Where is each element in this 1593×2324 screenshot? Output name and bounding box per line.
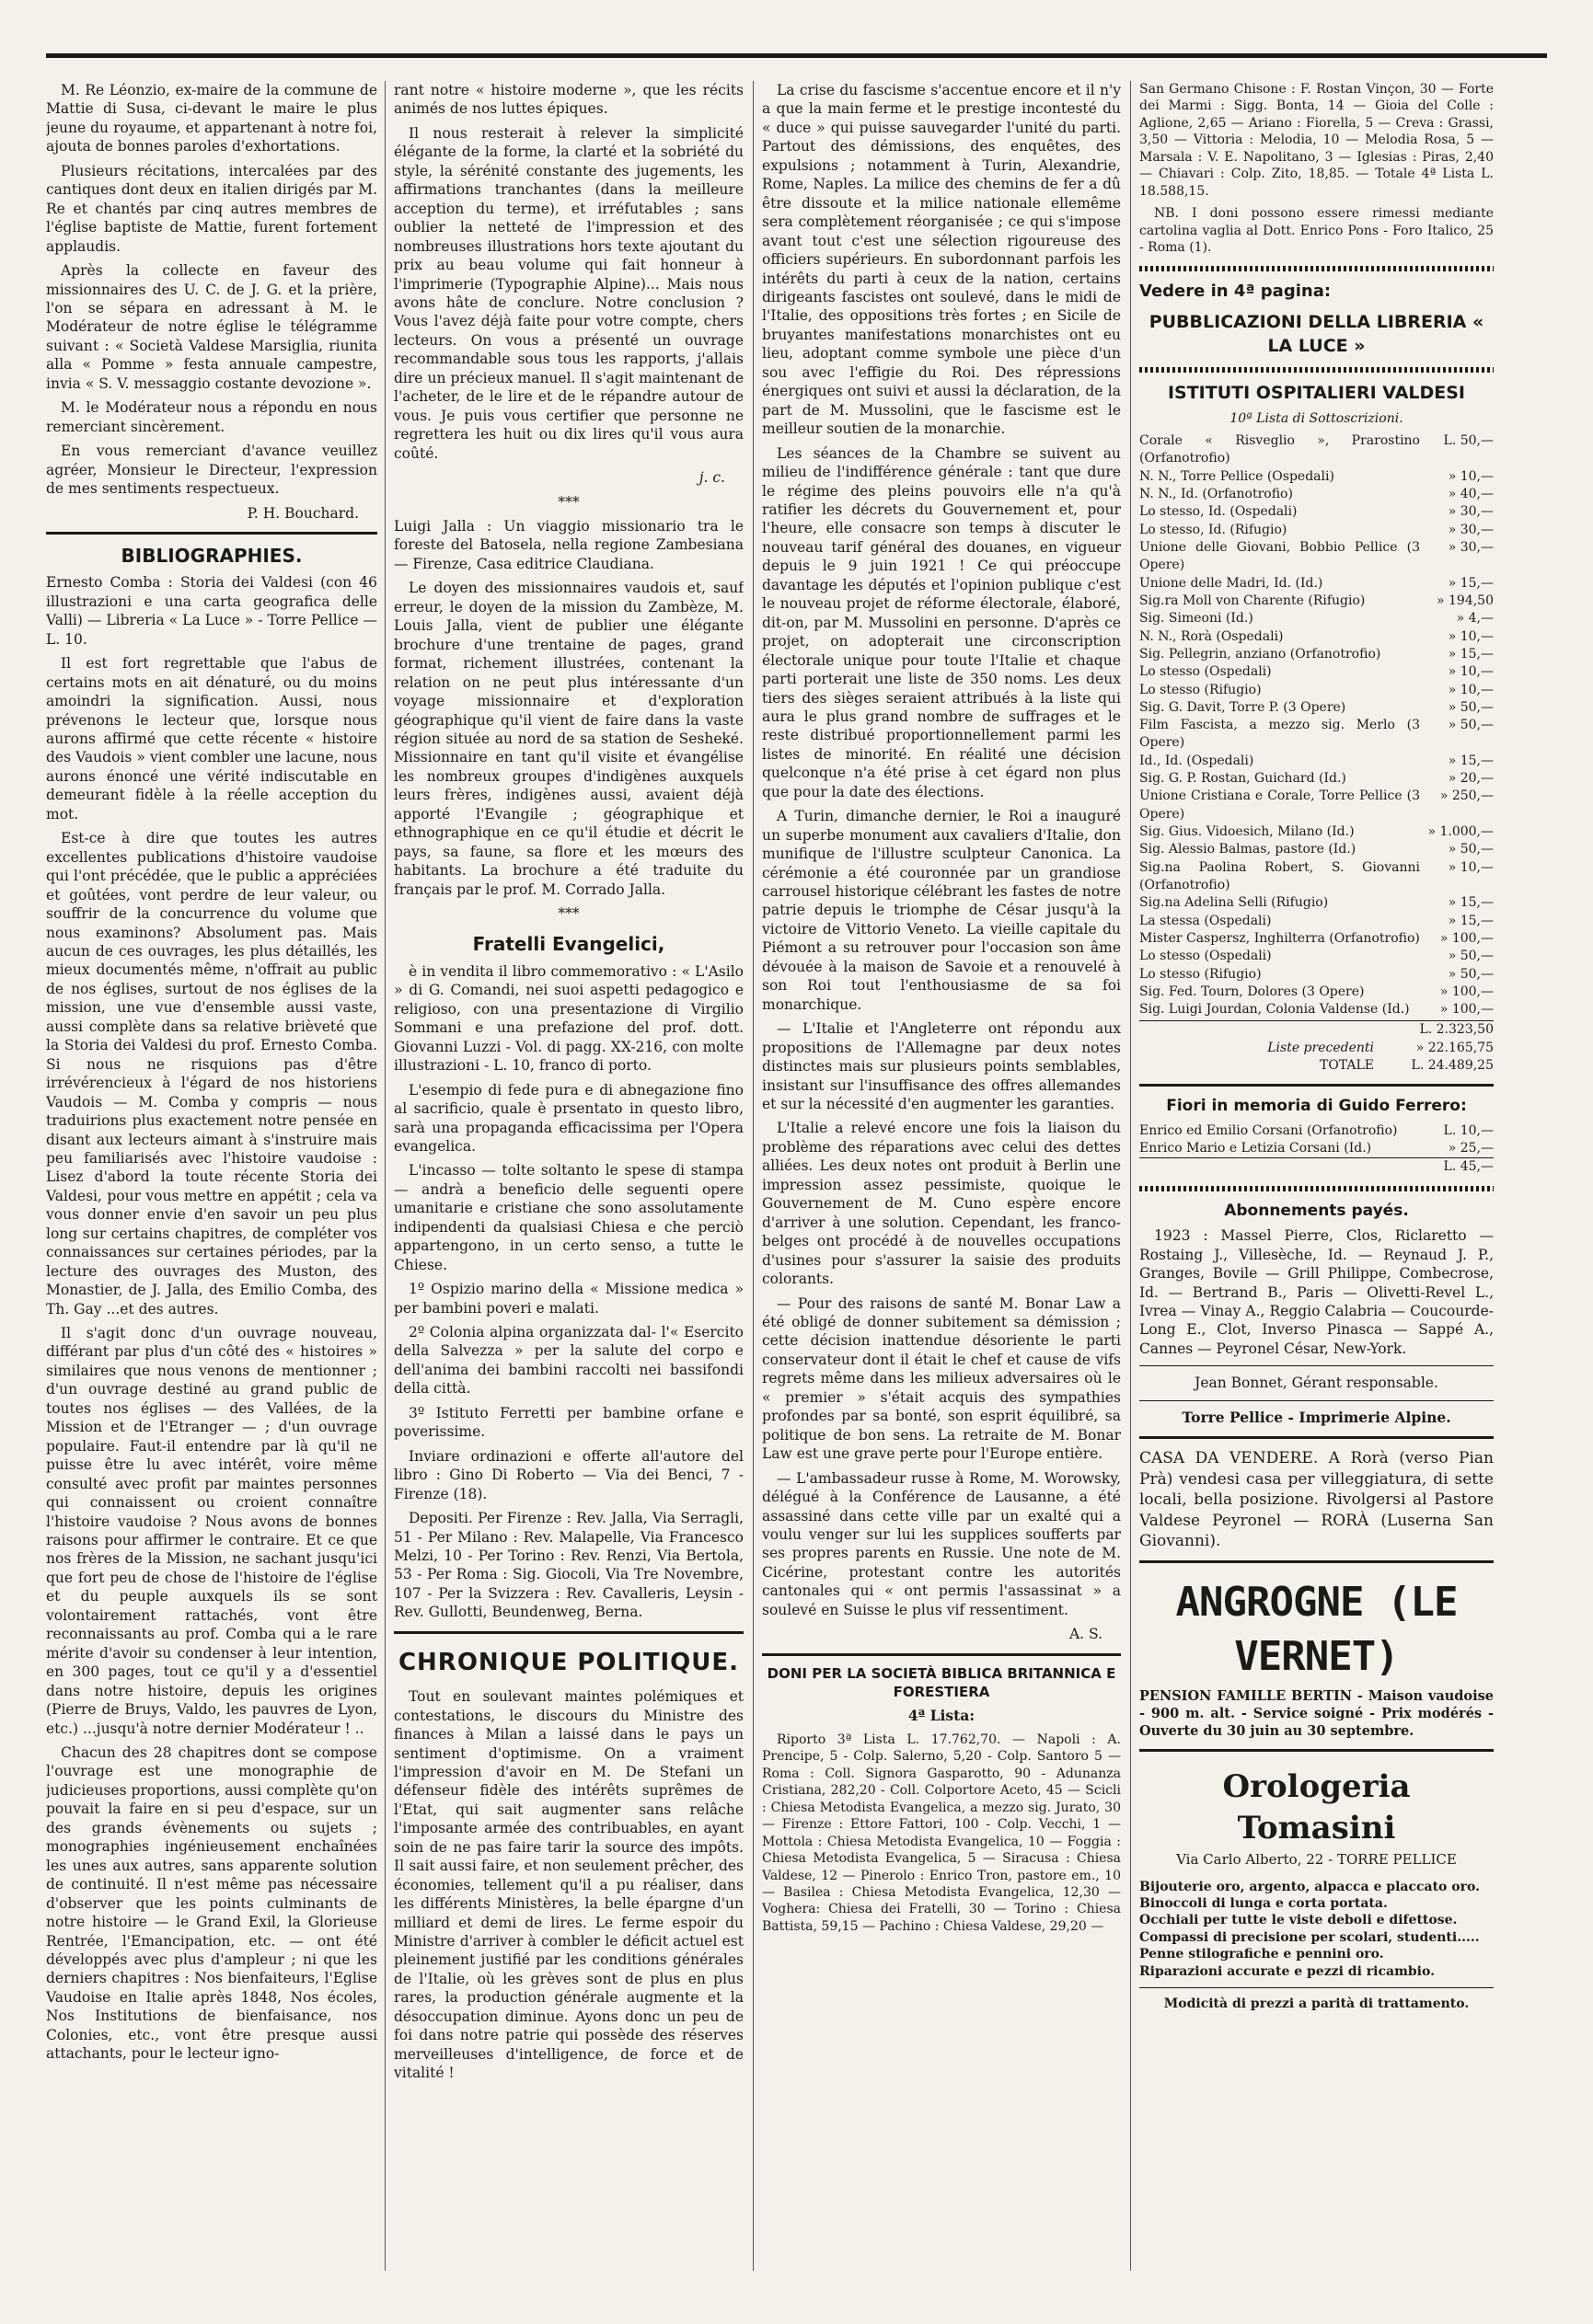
istituti-row (1139, 788, 1494, 823)
istituti-row-label: Film Fascista, a mezzo sig. Merlo (3 Opere) (1139, 718, 1420, 751)
istituti-row-label: Sig. Simeoni (Id.) (1139, 611, 1253, 627)
istituti-row-label: Lo stesso (Rifugio) (1139, 966, 1262, 982)
istituti-row-label: Sig. G. Davit, Torre P. (3 Opere) (1139, 699, 1346, 715)
vedere-heading: Vedere in 4ª pagina: (1139, 281, 1332, 301)
paragraph: — Pour des raisons de santé M. Bonar Law a été obligé de donner subitement sa démission ; cette décision inattendue désoriente le parti conservateur dont il était le chef et cause de vifs regrets même dans les milieux adversaires où le « premier » s'était acquis des sympathies profondes par sa bonté, son esprit équilibré, sa politique de bon sens. La retraite de M. Bonar Law est une grave perte pour l'Europe entière. (762, 1294, 1121, 1463)
istituti-row-amount: » 15,— (1448, 646, 1494, 662)
paragraph: 2º Colonia alpina organizzata dal- l'« Esercito della Salvezza » per la salute del corpo e dell'anima dei bambini raccolti nei bassifondi della città. (394, 1324, 744, 1398)
istituti-row-amount: » 100,— (1439, 1002, 1494, 1018)
istituti-row-amount: » 15,— (1448, 913, 1494, 928)
istituti-row-label: Unione Cristiana e Corale, Torre Pellice (3 Opere) (1139, 788, 1420, 822)
istituti-row-amount: » 50,— (1448, 966, 1494, 982)
fiori-row-label: Enrico Mario e Letizia Corsani (Id.) (1139, 1141, 1372, 1156)
istituti-row-label: Id., Id. (Ospedali) (1139, 753, 1254, 768)
istituti-row (1139, 628, 1494, 646)
istituti-row-label: Unione delle Madri, Id. (Id.) (1139, 575, 1323, 591)
paragraph: rant notre « histoire moderne », que les récits animés de nos luttes épiques. (394, 82, 744, 118)
istituti-row-amount: » 4,— (1456, 611, 1494, 627)
fiori-heading: Fiori in memoria di Guido Ferrero: (1166, 1097, 1467, 1116)
separator-stars: *** (558, 905, 580, 923)
istituti-row (1139, 486, 1494, 503)
separator-stars: *** (558, 493, 580, 511)
istituti-row-amount: » 50,— (1448, 842, 1494, 857)
istituti-row-label: Sig.na Paolina Robert, S. Giovanni (Orfanotrofio) (1139, 859, 1420, 892)
istituti-row (1139, 663, 1494, 681)
signature: P. H. Bouchard. (247, 504, 359, 522)
fiori-row-label: Enrico ed Emilio Corsani (Orfanotrofio) (1139, 1122, 1398, 1138)
orologeria-line: Binoccoli di lunga e corta portata. (1139, 1896, 1388, 1912)
bibliographies-heading: BIBLIOGRAPHIES. (121, 544, 303, 567)
istituti-subheading: 10ª Lista di Sottoscrizioni. (1229, 410, 1403, 426)
orologeria-footer: Modicità di prezzi a parità di trattamento. (1163, 1996, 1470, 2012)
istituti-row-amount: » 30,— (1448, 504, 1494, 520)
section-rule (1139, 1436, 1494, 1439)
istituti-row-amount: » 15,— (1448, 753, 1494, 768)
paragraph: L'incasso — tolte soltanto le spese di stampa — andrà a beneficio delle seguenti opere umanitarie e cristiane che sono assolutamente indipendenti da qualsiasi Chiesa e che perciò appartengono, in un certo senso, a tutte le Chiese. (394, 1162, 744, 1273)
doni-list-continued: San Germano Chisone : F. Rostan Vinçon, 30 — Forte dei Marmi : Sigg. Bonta, 14 — Gioia del Colle : Aglione, 2,65 — Ariano : Fiorella, 5 — Creva : Grassi, 3,50 — Vittoria : Melodia, 10 — Melodia Rosa, 5 — Marsala : V. E. Napolitano, 3 — Iglesias : Piras, 2,40 — Chiavari : Colp. Zito, 18,85. — Totale 4ª Lista L. 18.588,15. (1139, 82, 1494, 199)
imprimerie: Torre Pellice - Imprimerie Alpine. (1182, 1408, 1451, 1426)
section-rule (1139, 1560, 1494, 1563)
column-4 (1139, 81, 1494, 2289)
fiori-list (1139, 1122, 1494, 1158)
divider (1139, 1400, 1494, 1401)
paragraph: Il nous resterait à relever la simplicité élégante de la forme, la clarté et la sobriété du style, la sérénité constante des jugements, les affirmations tranchantes (dans la meilleure acception du terme), et irréfutables ; sans oublier la netteté de l'impression et des nombreuses illustrations hors texte ajoutant du prix au beau volume qui fait honneur à l'imprimerie (Typographie Alpine)... Mais nous avons hâte de conclure. Notre conclusion ? Vous l'avez déjà faite pour votre compte, chers lecteurs. On vous a présenté un ouvrage recommandable sous tous les rapports, j'allais dire un précieux manuel. Il s'agit maintenant de l'acheter, de le lire et de le répandre autour de vous. Je puis vous certifier que personne ne regrettera les huit ou dix lires qu'il vous aura coûté. (394, 124, 744, 462)
angrogne-ad-text: PENSION FAMILLE BERTIN - Maison vaudoise - 900 m. alt. - Service soigné - Prix modérés - Ouverte du 30 juin au 30 septembre. (1139, 1687, 1494, 1739)
istituti-row (1139, 966, 1494, 984)
istituti-row (1139, 984, 1494, 1001)
istituti-row-amount: » 10,— (1448, 682, 1494, 697)
paragraph: — L'Italie et l'Angleterre ont répondu aux propositions de l'Allemagne par deux notes distinctes mais sur plusieurs points semblables, insistant sur l'insuffisance des offres allemandes et sur la nécessité d'en augmenter les garanties. (762, 1020, 1121, 1113)
istituti-row (1139, 859, 1494, 895)
divider (1139, 1365, 1494, 1366)
istituti-row-amount: » 10,— (1448, 664, 1494, 680)
decorative-rule (1139, 1186, 1494, 1191)
istituti-row (1139, 930, 1494, 948)
istituti-row-label: Corale « Risveglio », Prarostino (Orfanotrofio) (1139, 433, 1420, 466)
previous-lists-value: » 22.165,75 (1415, 1040, 1494, 1055)
chronique-heading: CHRONIQUE POLITIQUE. (398, 1648, 740, 1676)
istituti-row-label: Sig.ra Moll von Charente (Rifugio) (1139, 593, 1366, 608)
istituti-row-amount: » 40,— (1448, 487, 1494, 502)
istituti-row-label: Lo stesso (Rifugio) (1139, 682, 1262, 697)
decorative-rule (1139, 367, 1494, 373)
istituti-row (1139, 593, 1494, 610)
column-divider (753, 81, 754, 2271)
istituti-row (1139, 717, 1494, 753)
istituti-row (1139, 1001, 1494, 1018)
istituti-row-label: N. N., Torre Pellice (Ospedali) (1139, 468, 1334, 484)
istituti-row-amount: L. 50,— (1443, 433, 1494, 449)
paragraph: En vous remerciant d'avance veuillez agréer, Monsieur le Directeur, l'expression de mes sentiments respectueux. (46, 443, 377, 498)
paragraph: L'esempio di fede pura e di abnegazione fino al sacrificio, quale è prsentato in questo libro, sarà una propaganda efficacissima per l'Opera evangelica. (394, 1081, 744, 1155)
istituti-row (1139, 610, 1494, 627)
column-divider (385, 81, 386, 2271)
abonnements-heading: Abonnements payés. (1224, 1201, 1409, 1220)
istituti-row (1139, 913, 1494, 930)
signature: A. S. (1068, 1626, 1102, 1643)
istituti-row (1139, 432, 1494, 468)
istituti-row-amount: » 20,— (1448, 771, 1494, 787)
paragraph: Il s'agit donc d'un ouvrage nouveau, différant par plus d'un côté des « histoires » similaires que nous venons de mentionner ; d'un ouvrage destiné au grand public de toutes nos églises — des Vallées, de la Mission et de l'Etranger — ; d'un ouvrage populaire. Faut-il entendre par là qu'il ne puisse être lu avec intérêt, voire même consulté avec profit par maintes personnes qui connaissent ou croient connaître l'histoire vaudoise ? Nous avons de bonnes raisons pour affirmer le contraire. Et ce que nos frères de la Mission, ne sachant jusqu'ici que fort peu de chose de l'histoire de l'église et du peuple auxquels ils se sont volontairement rattachés, vont être reconnaissants au prof. Comba qui a le rare mérite d'avoir su condenser à leur intention, en 300 pages, tout ce qu'il y a d'essentiel dans notre histoire, depuis les origines (Pierre de Bruys, Valdo, les pauvres de Lyon, etc.) ...jusqu'à notre dernier Modérateur ! .. (46, 1325, 377, 1737)
paragraph: La crise du fascisme s'accentue encore et il n'y a que la main ferme et le prestige incontesté du « duce » qui puisse sauvegarder l'unité du parti. Partout des démissions, des enquêtes, des expulsions ; notamment à Turin, Alexandrie, Rome, Naples. La milice des chemins de fer a dû être dissoute et la milice nationale ellemême sera complètement réorganisée ; ce qui s'impose avant tout c'est une sélection rigoureuse des officiers supérieurs. En subordonnant parfois les intérêts du parti à ceux de la nation, certains dirigeants fascistes ont soulevé, dans le midi de l'Italie, des oppositions très fortes ; en Sicile de bruyantes manifestations monarchistes ont eu lieu, adoptant comme symbole une pièce d'un sou avec l'effigie du Roi. Des répressions énergiques ont suivi et aussi la déclaration, de la part de M. Mussolini, que le fascisme est le meilleur soutien de la monarchie. (762, 82, 1121, 438)
istituti-row-amount: » 10,— (1448, 859, 1494, 875)
pubblicazioni-heading: PUBBLICAZIONI DELLA LIBRERIA « LA LUCE » (1149, 312, 1484, 356)
section-rule (1139, 1084, 1494, 1087)
istituti-row (1139, 699, 1494, 717)
fratelli-heading: Fratelli Evangelici, (472, 933, 665, 956)
gerant: Jean Bonnet, Gérant responsable. (1195, 1375, 1438, 1392)
paragraph: Depositi. Per Firenze : Rev. Jalla, Via Serragli, 51 - Per Milano : Rev. Malapelle, Via Francesco Melzi, 10 - Per Torino : Rev. Renzi, Via Bertola, 53 - Per Roma : Sig. Giocoli, Via Tre Novembre, 107 - Per la Svizzera : Rev. Cavalleris, Leysin - Rev. Gullotti, Beundenweg, Berna. (394, 1510, 744, 1621)
signature: j. c. (698, 469, 725, 487)
paragraph: A Turin, dimanche dernier, le Roi a inauguré un superbe monument aux cavaliers d'Italie, don munifique de l'illustre sculpteur Canonica. La cérémonie a été couronnée par un grandiose carrousel historique célébrant les fastes de notre patrie depuis le triomphe de César jusqu'à la victoire de Vittorio Veneto. La vieille capitale du Piémont a su retrouver pour l'occasion son âme dévouée à la maison de Savoie et a renouvelé à son Roi tout l'enthousiasme de sa foi monarchique. (762, 808, 1121, 1013)
istituti-row (1139, 823, 1494, 841)
note: NB. I doni possono essere rimessi mediante cartolina vaglia al Dott. Enrico Pons - Foro Italico, 25 - Roma (1). (1139, 206, 1494, 256)
column-divider (1130, 81, 1131, 2271)
previous-lists-label: Liste precedenti (1267, 1040, 1374, 1055)
istituti-row-amount: » 100,— (1439, 930, 1494, 946)
book-reference: Luigi Jalla : Un viaggio missionario tra le foreste del Batosela, nella regione Zambesiana — Firenze, Casa editrice Claudiana. (394, 517, 744, 572)
section-rule (1139, 1749, 1494, 1752)
total-value: L. 24.489,25 (1411, 1058, 1494, 1074)
paragraph: Les séances de la Chambre se suivent au milieu de l'indifférence générale : tant que dure le régime des pleins pouvoirs elle n'a qu'à ratifier les décrets du Gouvernement et, pour l'heure, elle consacre son temps à discuter le nouveau tarif général des douanes, en vigueur depuis le 9 juin 1921 ! Ce qui préoccupe davantage les députés et l'opinion publique c'est le nouveau projet de réforme électorale, élaboré, dit-on, par M. Mussolini en personne. D'après ce projet, on adopterait une circonscription électorale unique pour toute l'Italie et chaque parti porterait une liste de 350 noms. Les deux tiers des sièges seraient attribués à la liste qui aura le plus grand nombre de suffrages et le reste distribué proportionnellement parmi les listes de minorité. En réalité une décision quelconque n'a été prise à cet égard non plus que pour la date des élections. (762, 444, 1121, 800)
orologeria-line: Bijouterie oro, argento, alpacca e placcato oro. (1139, 1879, 1480, 1894)
istituti-row (1139, 753, 1494, 770)
book-reference: Ernesto Comba : Storia dei Valdesi (con 46 illustrazioni e una carta geografica delle Valli) — Libreria « La Luce » - Torre Pellice — L. 10. (46, 574, 377, 648)
paragraph: 1º Ospizio marino della « Missione medica » per bambini poveri e malati. (394, 1281, 744, 1317)
top-rule (46, 53, 1547, 58)
paragraph: M. le Modérateur nous a répondu en nous remerciant sincèrement. (46, 399, 377, 435)
istituti-row-amount: » 15,— (1448, 895, 1494, 911)
paragraph: Inviare ordinazioni e offerte all'autore del libro : Gino Di Roberto — Via dei Benci, 7 - Firenze (18). (394, 1447, 744, 1502)
abonnements-list: 1923 : Massel Pierre, Clos, Riclaretto — Rostaing J., Villesèche, Id. — Reynaud J. P., Granges, Bovile — Grill Philippe, Combecrose, Id. — Bertrand B., Paris — Olivetti-Revel L., Ivrea — Vinay A., Reggio Calabria — Coucourde-Long E., Clot, Inverso Pinasca — Sappé A., Cannes — Peyronel César, New-York. (1139, 1227, 1494, 1357)
doni-list: Riporto 3ª Lista L. 17.762,70. — Napoli : A. Prencipe, 5 - Colp. Salerno, 5,20 - Colp. Santoro 5 — Roma : Coll. Signora Gasparotto, 90 - Adunanza Cristiana, 282,20 - Coll. Colportore Aceto, 45 — Scicli : Chiesa Metodista Evangelica, a mezzo sig. Jurato, 30 — Firenze : Ettore Fattori, 100 - Colp. Vecchi, 1 — Mottola : Chiesa Metodista Evangelica, 10 — Foggia : Chiesa Metodista Evangelica, 5 — Siracusa : Chiesa Valdese, 12 — Pinerolo : Enrico Tron, pastore em., 10 — Basilea : Chiesa Metodista Evangelica, 12,30 — Voghera: Chiesa dei Fratelli, 30 — Torino : Chiesa Battista, 59,15 — Pachino : Chiesa Valdese, 29,20 — (762, 1731, 1121, 1934)
istituti-row-amount: » 250,— (1439, 788, 1494, 804)
doni-heading: DONI PER LA SOCIETÀ BIBLICA BRITANNICA E FORESTIERA (767, 1664, 1116, 1700)
istituti-row (1139, 522, 1494, 539)
istituti-row (1139, 894, 1494, 912)
paragraph: 3º Istituto Ferretti per bambine orfane e poverissime. (394, 1404, 744, 1441)
istituti-row-label: Unione delle Giovani, Bobbio Pellice (3 Opere) (1139, 540, 1420, 573)
istituti-row-amount: » 10,— (1448, 468, 1494, 484)
divider (1139, 1987, 1494, 1988)
total-label: TOTALE (1319, 1058, 1374, 1074)
orologeria-address: Via Carlo Alberto, 22 - TORRE PELLICE (1176, 1850, 1457, 1868)
doni-subheading: 4ª Lista: (907, 1707, 975, 1725)
angrogne-ad-title: ANGROGNE (LE VERNET) (1175, 1579, 1458, 1680)
istituti-row-label: Sig. G. P. Rostan, Guichard (Id.) (1139, 771, 1346, 787)
istituti-row (1139, 770, 1494, 788)
istituti-row (1139, 682, 1494, 699)
istituti-row-amount: » 194,50 (1436, 593, 1494, 608)
orologeria-line: Occhiali per tutte le viste deboli e difettose. (1139, 1913, 1458, 1928)
orologeria-ad-title: Orologeria Tomasini (1222, 1768, 1411, 1847)
istituti-row (1139, 948, 1494, 965)
fiori-row (1139, 1122, 1494, 1140)
istituti-row-amount: » 10,— (1448, 628, 1494, 644)
paragraph: è in vendita il libro commemorativo : « L'Asilo » di G. Comandi, nei suoi aspetti pedagogico e religioso, con una presentazione di Virgilio Sommani e una prefazione del prof. dott. Giovanni Luzzi - Vol. di pagg. XX-216, con molte illustrazioni - L. 10, franco di porto. (394, 962, 744, 1075)
orologeria-line: Riparazioni accurate e pezzi di ricambio. (1139, 1963, 1435, 1979)
section-rule (46, 532, 377, 535)
paragraph: M. Re Léonzio, ex-maire de la commune de Mattie di Susa, ci-devant le maire le plus jeune du royaume, et appartenant à notre foi, ajouta de bonnes paroles d'exhortations. (46, 82, 377, 155)
decorative-rule (1139, 266, 1494, 271)
paragraph: Chacun des 28 chapitres dont se compose l'ouvrage est une monographie de judicieuses proportions, aussi complète qu'on pouvait la faire en si peu d'espace, sur un des grands évènements ou sujets ; monographies ingénieusement enchaînées les unes aux autres, sans apparente solution de continuité. Il n'est même pas nécessaire d'observer que les points culminants de notre histoire — le Grand Exil, la Glorieuse Rentrée, l'Emancipation, etc. — ont été développés avec plus d'ampleur ; ni que les derniers chapitres : Nos bienfaiteurs, l'Eglise Vaudoise en Italie après 1848, Nos écoles, Nos Institutions de bienfaisance, nos Colonies, etc., vont être presque aussi attachants, pour le lecteur igno- (46, 1744, 377, 2063)
paragraph: Il est fort regrettable que l'abus de certains mots en ait dénaturé, ou du moins amoindri la signification. Aussi, nous prévenons le lecteur que, lorsque nous aurons affirmé que cette récente « histoire des Vaudois » vient combler une lacune, nous aurons énoncé une vérité indiscutable en demeurant fidèle à la réelle acception du mot. (46, 655, 377, 823)
istituti-row (1139, 841, 1494, 858)
fiori-row-amount: » 25,— (1448, 1141, 1494, 1156)
fiori-total: L. 45,— (1443, 1159, 1494, 1175)
istituti-row (1139, 539, 1494, 575)
istituti-row-label: Mister Caspersz, Inghilterra (Orfanotrofio) (1139, 930, 1420, 946)
paragraph: Le doyen des missionnaires vaudois et, sauf erreur, le doyen de la mission du Zambèze, M. Louis Jalla, vient de publier une élégante brochure d'une trentaine de pages, grand format, richement illustrées, contenant la relation on ne peut plus intéressante d'un voyage missionnaire et d'exploration géographique qu'il vient de faire dans la vaste région située au nord de sa station de Sesheké. Missionnaire en tant qu'il visite et évangélise les nombreux groupes d'indigènes auxquels leurs frères, indigènes aussi, avaient déjà apporté l'Evangile ; géographique et ethnographique en ce qu'il étudie et décrit le pays, sa faune, sa flore et les mœurs des habitants. La brochure a été traduite du français par le prof. M. Corrado Jalla. (394, 580, 744, 898)
casa-ad: CASA DA VENDERE. A Rorà (verso Pian Prà) vendesi casa per villeggiatura, di sette locali, bella posizione. Rivolgersi al Pastore Valdese Peyronel — RORÀ (Luserna San Giovanni). (1139, 1449, 1494, 1551)
istituti-row (1139, 646, 1494, 663)
istituti-row-label: Sig. Fed. Tourn, Dolores (3 Opere) (1139, 984, 1365, 999)
column-2 (394, 81, 744, 2289)
istituti-row-amount: » 50,— (1448, 949, 1494, 964)
istituti-row-amount: » 50,— (1448, 699, 1494, 715)
fiori-row-amount: L. 10,— (1443, 1122, 1494, 1138)
istituti-row (1139, 575, 1494, 593)
istituti-row-label: Lo stesso, Id. (Rifugio) (1139, 522, 1287, 537)
istituti-row-label: Sig. Luigi Jourdan, Colonia Valdense (Id.) (1139, 1002, 1410, 1018)
column-1 (46, 81, 377, 2289)
column-3 (762, 81, 1121, 2289)
paragraph: Après la collecte en faveur des missionnaires des U. C. de J. G. et la prière, l'on se sépara en adressant à M. le Modérateur de notre église le télégramme suivant : « Società Valdese Marsiglia, riunita alla « Pomme » festa annuale campestre, invia « S. V. messaggio costante devozione ». (46, 262, 377, 392)
istituti-row-amount: » 30,— (1448, 540, 1494, 556)
paragraph: Tout en soulevant maintes polémiques et contestations, le discours du Ministre des finances à Milan a laissé dans le pays un sentiment d'optimisme. On a vraiment l'impression d'avoir en M. De Stefani un défenseur fidèle des intérêts suprêmes de l'Etat, qui sait augmenter sans relâche l'imposante armée des contribuables, en ayant soin de ne pas faire tarir la source des impôts. Il sait aussi faire, et non seulement prêcher, des économies, tellement qu'il a pu réaliser, dans les différents Ministères, la belle épargne d'un milliard et demi de lires. Le ferme espoir du Ministre d'arriver à combler le déficit actuel est pleinement justifié par les conditions générales de l'Italie, où les grèves sont de plus en plus rares, la production générale augmente et la désoccupation diminue. Ayons donc un peu de foi dans notre patrie qui possède des réserves merveilleuses d'intelligence, de force et de vitalité ! (394, 1688, 744, 2082)
istituti-list (1139, 432, 1494, 1018)
paragraph: — L'ambassadeur russe à Rome, M. Worowsky, délégué à la Conférence de Lausanne, a été assassiné dans cette ville par un exalté qui a voulu venger sur lui les supplices soufferts par ses propres parents en Russie. Une note de M. Cicérine, protestant contre les autorités cantonales qui « ont permis l'assassinat » a soulevé en Suisse le plus vif ressentiment. (762, 1469, 1121, 1618)
paragraph: L'Italie a relevé encore une fois la liaison du problème des réparations avec celui des dettes alliées. Les deux notes ont produit à Berlin une impression assez pessimiste, quoique le Gouvernement de M. Cuno espère encore d'arriver à une solution. Cependant, les franco-belges ont procédé à de nouvelles occupations d'usines pour s'assurer la saisie des produits colorants. (762, 1120, 1121, 1288)
istituti-row-amount: » 50,— (1448, 718, 1494, 733)
fiori-row (1139, 1140, 1494, 1157)
istituti-row-amount: » 15,— (1448, 575, 1494, 591)
orologeria-lines (1139, 1879, 1494, 1981)
istituti-row-label: N. N., Rorà (Ospedali) (1139, 628, 1284, 644)
paragraph: Est-ce à dire que toutes les autres excellentes publications d'histoire vaudoise qui l'ont précédée, que le public a appréciées et goûtées, vont perdre de leur valeur, ou souffrir de la concurrence du volume que nous examinons? Absolument pas. Mais aucun de ces ouvrages, les plus détaillés, les mieux documentés même, n'offrait au public de nos églises, surtout de nos églises de la mission, une vue d'ensemble aussi vaste, aussi complète dans sa relative brièveté que la Storia dei Valdesi du prof. Ernesto Comba. Si nous ne risquions pas d'être irrévérencieux à l'égard de nos historiens Vaudois — M. Comba y compris — nous traduirions plus exactement notre pensée en disant aux lecteurs aimant à s'instruire mais peu familiarisés avec l'histoire vaudoise : Lisez d'abord la toute récente Storia dei Valdesi, pour vous mettre en appétit ; cela va vous donner envie d'en savoir un peu plus long sur certains chapitres, de compléter vos connaissances sur certaines périodes, par la lecture des ouvrages des Muston, des Monastier, de J. Jalla, des Emilio Comba, des Th. Gay ...et des autres. (46, 830, 377, 1317)
paragraph: Plusieurs récitations, intercalées par des cantiques dont deux en italien dirigés par M. Re et chantés par cinq autres membres de l'église baptiste de Mattie, furent fortement applaudis. (46, 162, 377, 255)
istituti-row-label: Sig. Pellegrin, anziano (Orfanotrofio) (1139, 646, 1381, 662)
istituti-row-label: La stessa (Ospedali) (1139, 913, 1272, 928)
istituti-row-label: Sig.na Adelina Selli (Rifugio) (1139, 895, 1329, 911)
section-rule (394, 1631, 744, 1634)
orologeria-line: Compassi di precisione per scolari, studenti..... (1139, 1929, 1480, 1945)
istituti-row-label: Lo stesso (Ospedali) (1139, 949, 1272, 964)
istituti-row-label: Sig. Alessio Balmas, pastore (Id.) (1139, 842, 1356, 857)
istituti-row-amount: » 1.000,— (1427, 824, 1494, 840)
orologeria-line: Penne stilografiche e pennini oro. (1139, 1947, 1384, 1962)
istituti-row (1139, 468, 1494, 486)
istituti-row-label: Sig. Gius. Vidoesich, Milano (Id.) (1139, 824, 1355, 840)
istituti-row (1139, 503, 1494, 521)
istituti-row-amount: » 100,— (1439, 984, 1494, 999)
istituti-row-label: N. N., Id. (Orfanotrofio) (1139, 487, 1293, 502)
subtotal: L. 2.323,50 (1419, 1022, 1494, 1038)
section-rule (762, 1653, 1121, 1656)
istituti-row-amount: » 30,— (1448, 522, 1494, 537)
istituti-row-label: Lo stesso (Ospedali) (1139, 664, 1272, 680)
istituti-row-label: Lo stesso, Id. (Ospedali) (1139, 504, 1298, 520)
istituti-heading: ISTITUTI OSPITALIERI VALDESI (1167, 382, 1466, 403)
